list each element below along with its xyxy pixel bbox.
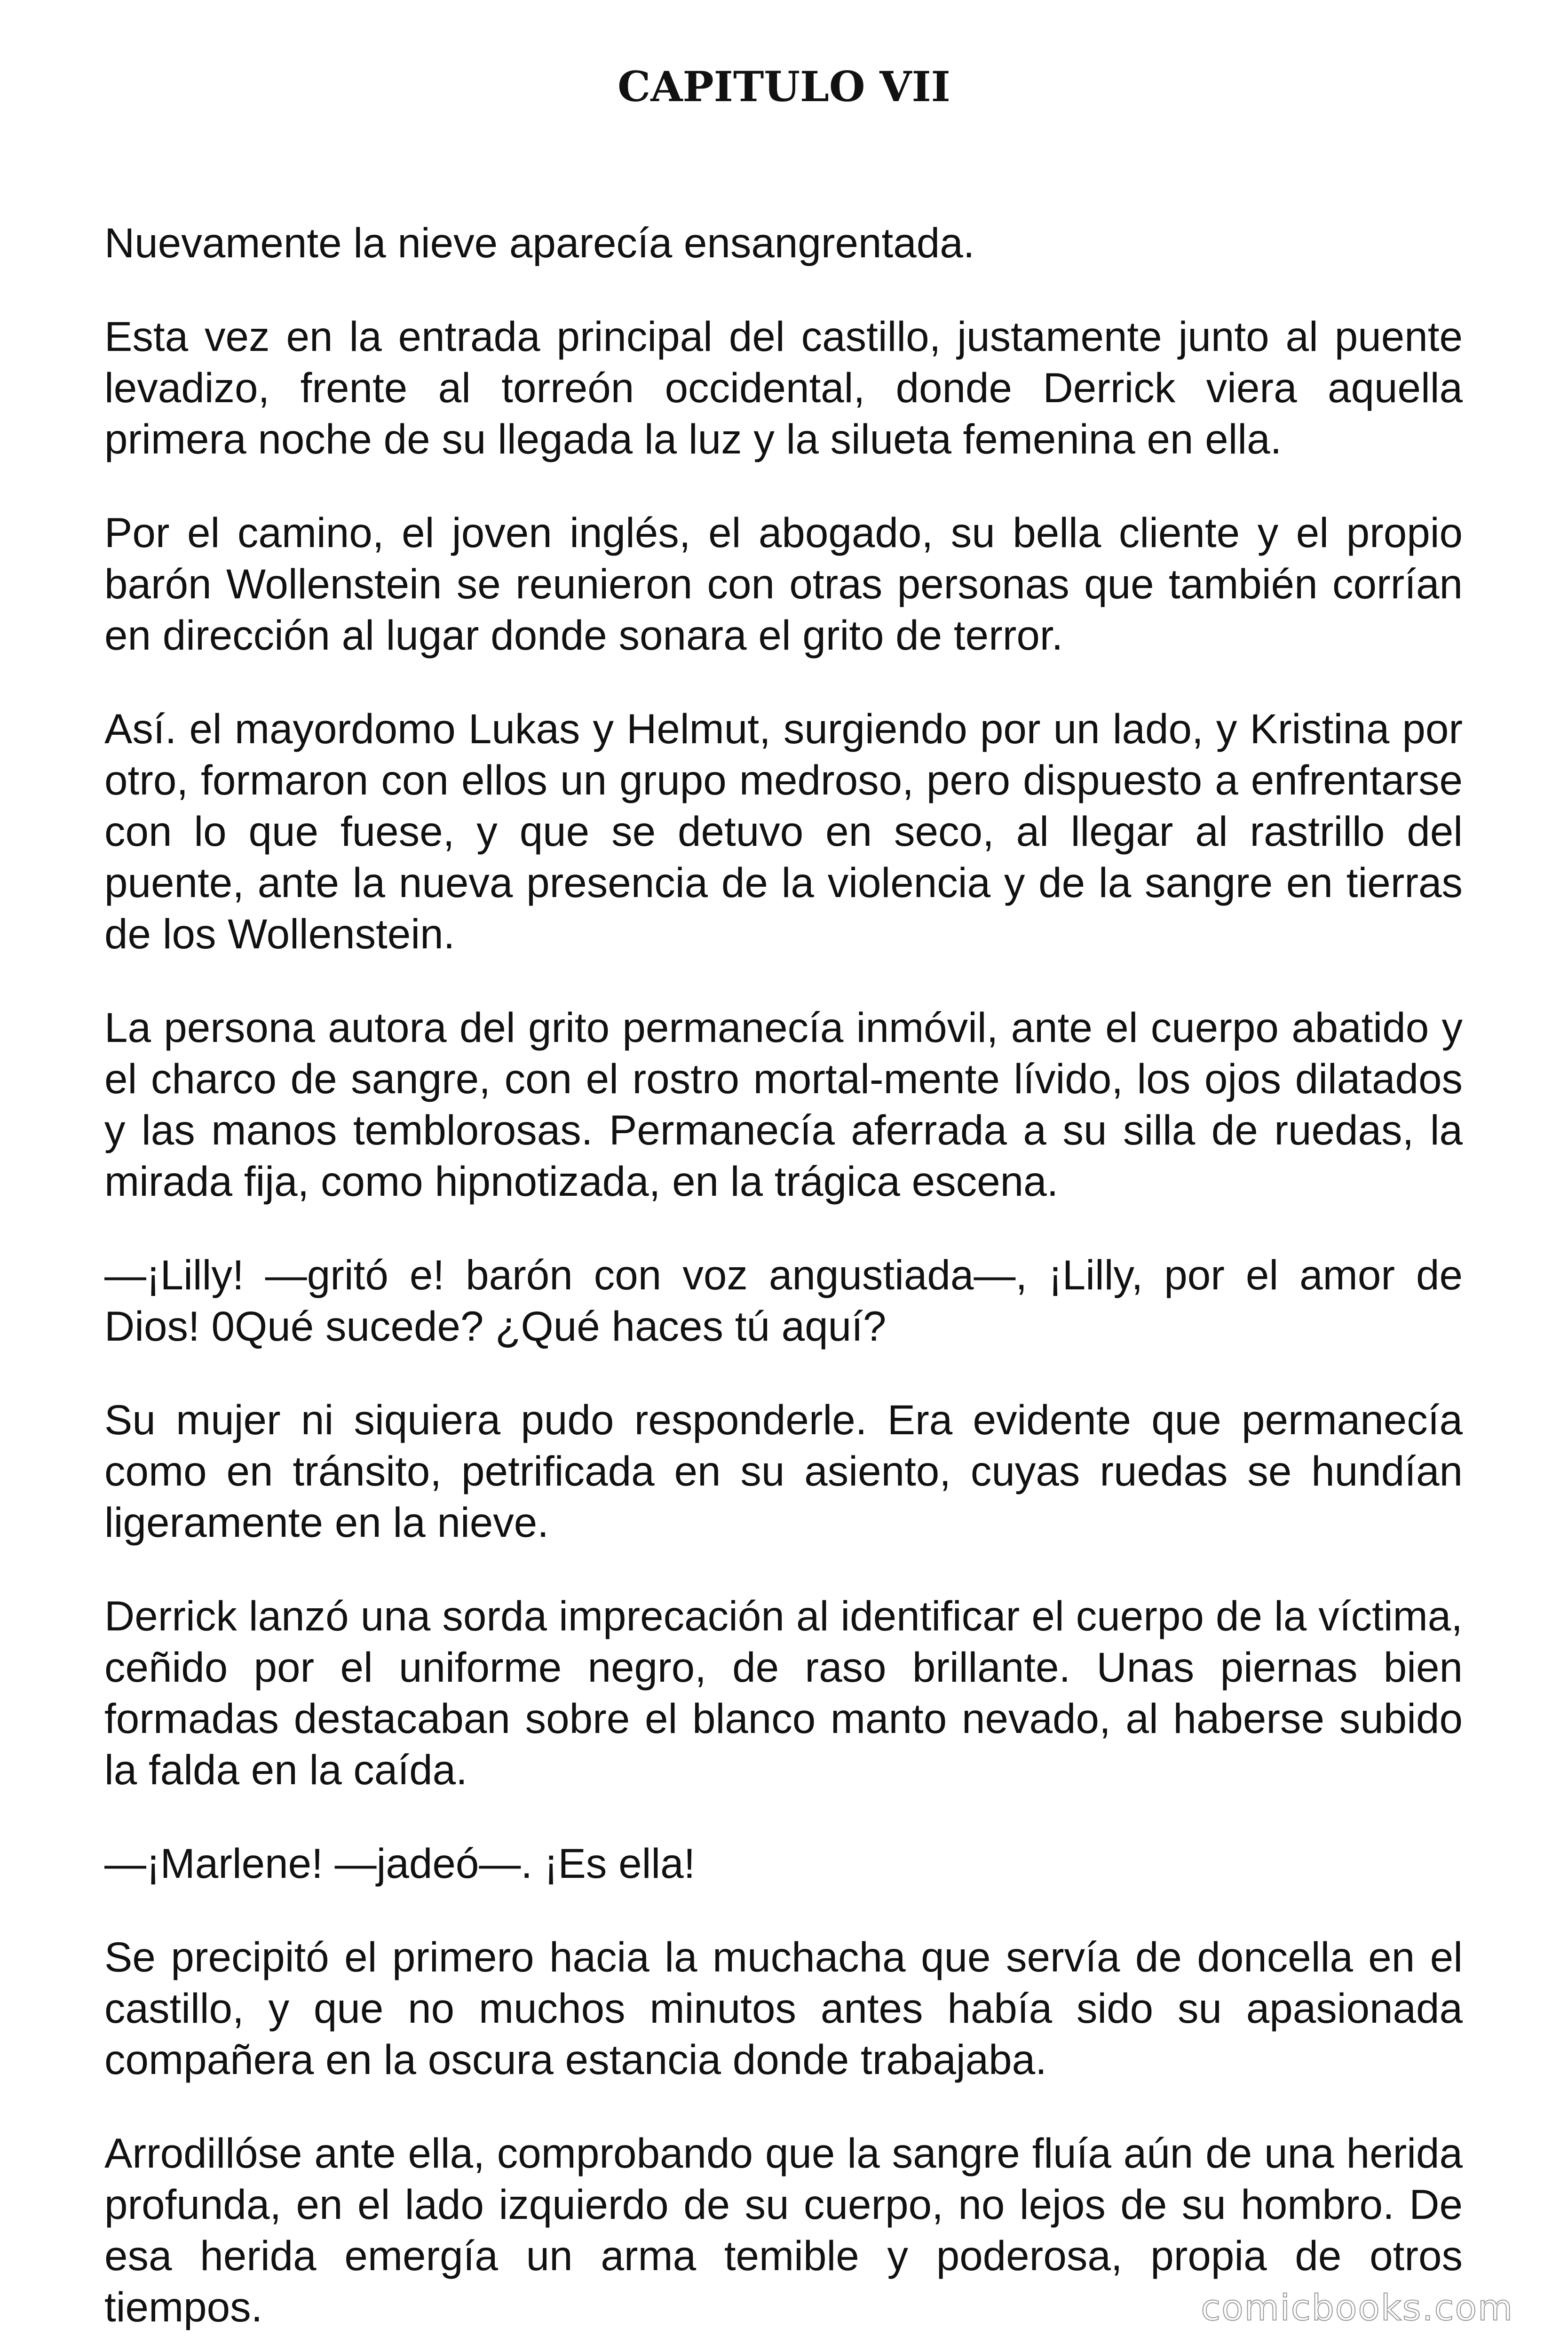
watermark: comicbooks.com (1201, 2287, 1513, 2328)
paragraph: Nuevamente la nieve aparecía ensangrentada. (104, 219, 975, 266)
paragraph: Su mujer ni siquiera pudo responderle. Era evidente que permanecía como en tránsito, petrificada en su asiento, cuyas ruedas se hundían ligeramente en la nieve. (104, 1396, 1463, 1546)
paragraph: —¡Marlene! —jadeó—. ¡Es ella! (104, 1840, 696, 1887)
paragraph: Arrodillóse ante ella, comprobando que la sangre fluía aún de una herida profunda, en el lado izquierdo de su cuerpo, no lejos de su hombro. De esa herida emergía un arma temible y poderosa, propia de otros tiempos. (104, 2130, 1463, 2330)
paragraph: Por el camino, el joven inglés, el abogado, su bella cliente y el propio barón Wollenstein se reunieron con otras personas que también corrían en dirección al lugar donde sonara el grito de terror. (104, 509, 1463, 659)
chapter-title: CAPITULO VII (618, 62, 950, 111)
paragraph: —¡Lilly! —gritó e! barón con voz angustiada—, ¡Lilly, por el amor de Dios! 0Qué sucede? ¿Qué haces tú aquí? (104, 1251, 1463, 1350)
paragraph: Esta vez en la entrada principal del castillo, justamente junto al puente levadizo, frente al torreón occidental, donde Derrick viera aquella primera noche de su llegada la luz y la silueta femenina en ella. (104, 313, 1463, 462)
paragraph: La persona autora del grito permanecía inmóvil, ante el cuerpo abatido y el charco de sangre, con el rostro mortal-mente lívido, los ojos dilatados y las manos temblorosas. Permanecía aferrada a su silla de ruedas, la mirada fija, como hipnotizada, en la trágica escena. (104, 1004, 1463, 1205)
chapter-body (104, 217, 1463, 2333)
paragraph: Se precipitó el primero hacia la muchacha que servía de doncella en el castillo, y que no muchos minutos antes había sido su apasionada compañera en la oscura estancia donde trabajaba. (104, 1933, 1463, 2083)
paragraph: Así. el mayordomo Lukas y Helmut, surgiendo por un lado, y Kristina por otro, formaron con ellos un grupo medroso, pero dispuesto a enfrentarse con lo que fuese, y que se detuvo en seco, al llegar al rastrillo del puente, ante la nueva presencia de la violencia y de la sangre en tierras de los Wollenstein. (104, 705, 1463, 957)
paragraph: Derrick lanzó una sorda imprecación al identificar el cuerpo de la víctima, ceñido por el uniforme negro, de raso brillante. Unas piernas bien formadas destacaban sobre el blanco manto nevado, al haberse subido la falda en la caída. (104, 1592, 1463, 1793)
